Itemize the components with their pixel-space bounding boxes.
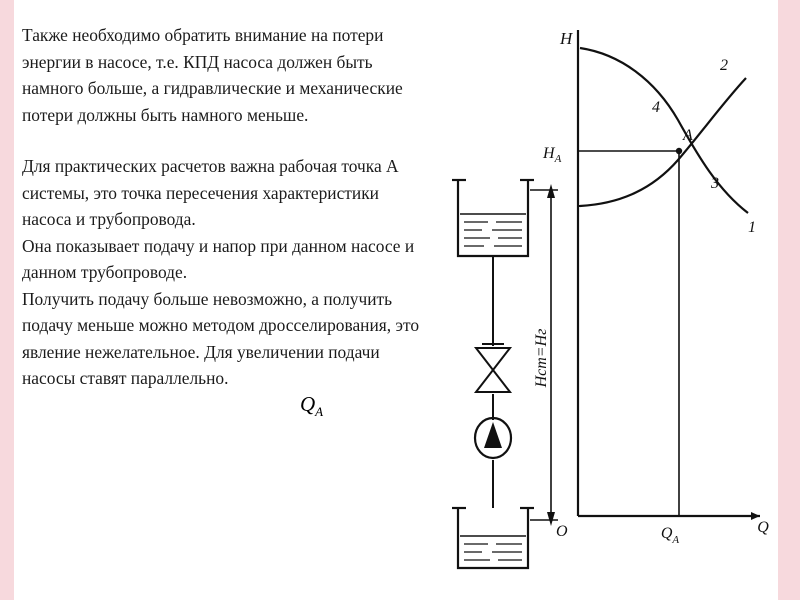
valve-symbol <box>476 344 510 392</box>
right-accent-bar <box>778 0 800 600</box>
curve-label-1: 1 <box>748 219 756 236</box>
chart-x-axis-label: Q <box>757 519 769 536</box>
slide-text-column <box>22 22 432 392</box>
figure-pump-system <box>430 8 776 592</box>
chart-head-label: $H_A$ <box>543 145 562 165</box>
paragraph-2-line-1: Для практических расчетов важна рабочая точка А системы, это точка пересечения характеристики насоса и трубопровода. <box>22 156 399 229</box>
left-accent-bar <box>0 0 14 600</box>
chart-origin-label: O <box>556 523 568 540</box>
upper-tank <box>452 180 534 256</box>
operating-point-label: A <box>683 127 693 144</box>
curve-label-2: 2 <box>720 57 728 74</box>
chart-flow-label: $Q_A$ <box>660 525 680 546</box>
paragraph-2-line-2: Она показывает подачу и напор при данном насосе и данном трубопроводе. <box>22 235 415 282</box>
paragraph-2-line-3: Получить подачу больше невозможно, а получить подачу меньше можно методом дросселирования, это явление нежелательное. Для увеличении подачи насосы ставят параллельно. <box>22 288 420 388</box>
paragraph-1: Также необходимо обратить внимание на потери энергии в насосе, т.е. КПД насоса должен быть намного больше, а гидравлические и механические потери должны быть намного меньше. <box>22 25 403 125</box>
overlay-flow-symbol-sub: A <box>315 404 324 420</box>
overlay-flow-symbol <box>300 392 323 420</box>
upper-tank-liquid <box>464 222 522 246</box>
overlay-flow-symbol-base: Q <box>300 392 316 416</box>
curve-label-4: 4 <box>652 99 660 116</box>
chart-y-axis-label: H <box>560 29 573 48</box>
lower-tank-liquid <box>464 544 522 560</box>
pump-symbol <box>475 418 511 458</box>
lower-tank <box>452 508 534 568</box>
static-head-dimension-label: Hст=Нг <box>533 328 550 388</box>
curve-label-3: 3 <box>711 175 719 192</box>
